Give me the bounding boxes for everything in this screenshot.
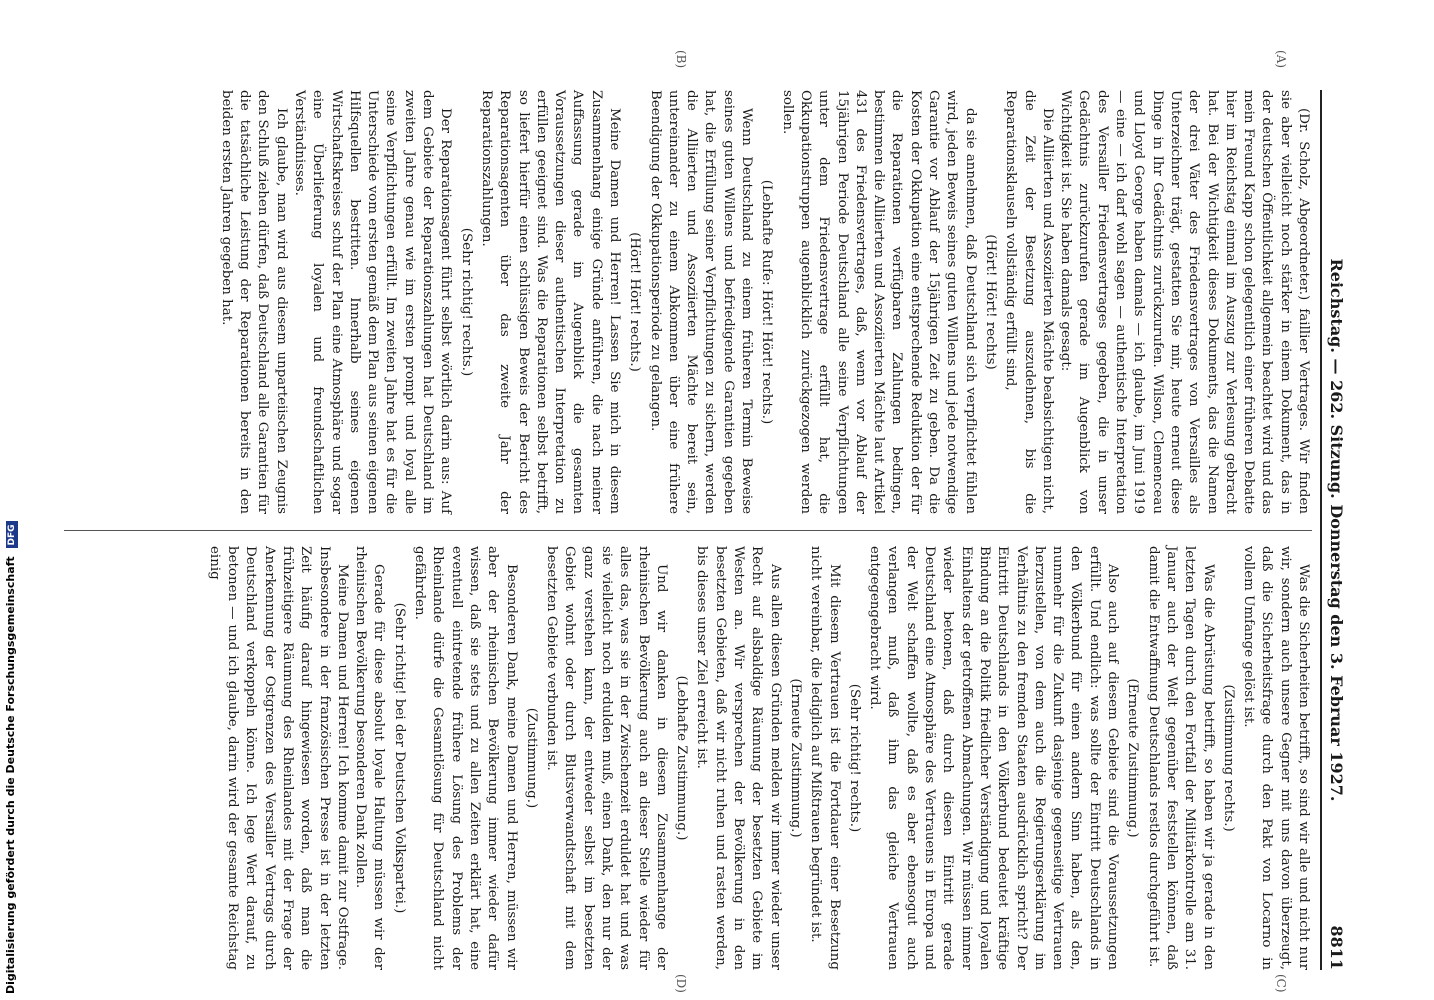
interjection: (Sehr richtig! rechts.) [846, 683, 862, 833]
page-number: 8811 [1327, 925, 1346, 970]
paragraph: Meine Damen und Herren! Ich komme damit zur Ostfrage. Insbesondere in der französischen Presse ist in der letzten Zeit häufig darauf hingewiesen worden, daß man die frühzeitigere Räumung des Rheinlandes mit der Frage der Anerkennung der Ostgrenzen des Versailler Vertrags durch Deutschland verkoppeln könne. Ich lege Wert darauf, zu betonen — und ich glaube, darin wird der gesamte Reichstag einig [206, 546, 350, 970]
paragraph: Also auch auf diesem Gebiete sind die Voraussetzungen erfüllt. Und endlich: was sollte der Eintritt Deutschlands in den Völkerbund für einen andern Sinn haben, als den, nunmehr für die Zukunft dasjenige gegenseitige Vertrauen herzustellen, von dem auch die Regierungserklärung im Verhältnis zu den fremden Staaten ausdrücklich spricht? Der Eintritt Deutschlands in den Völkerbund bedeutet kräftige Bindung an die Politik friedlicher Verständigung und loyalen Einhaltens der getroffenen Abmachungen. Wir müssen immer wieder betonen, daß durch diesen Eintritt gerade Deutschland eine Atmosphäre des Vertrauens in Europa und der Welt schaffen wollte, daß es aber ebensogut auch verlangen muß, daß ihm das gleiche Vertrauen entgegengebracht wird. [867, 546, 1121, 970]
paragraph: Und wir danken in diesem Zusammenhange der rheinischen Bevölkerung auch an dieser Stelle wieder für alles das, was sie in der Zwischenzeit erduldet hat und was sie vielleicht noch erdulden muß, einen Dank, den nur der ganz verstehen kann, der entweder selbst im besetzten Gebiet wohnt oder durch Blutsverwandtschaft mit dem besetzten Gebiete verbunden ist. [544, 546, 669, 970]
interjection: (Lebhafte Zustimmung.) [674, 675, 690, 841]
margin-mark-d: (D) [674, 974, 688, 993]
credit-text: Digitalisierung gefördert durch die Deutsche Forschungsgemeinschaft [4, 556, 17, 994]
interjection: (Sehr richtig! bei der Deutschen Volkspartei.) [391, 602, 407, 914]
interjection: (Erneute Zustimmung.) [1125, 678, 1141, 838]
left-column [64, 90, 1312, 514]
interjection: (Zustimmung rechts.) [1220, 684, 1236, 832]
paragraph: Besonderen Dank, meine Damen und Herren, müssen wir aber der rheinischen Bevölkerung immer wieder dafür wissen, daß sie stets und zu allen Zeiten erklärt hat, eine eventuell eintretende frühere Lösung des Problems der Rheinlande dürfe die Gesamtlösung für Deutschland nicht gefährden. [412, 546, 519, 970]
dfg-logo: DFG [6, 521, 18, 548]
margin-mark-b: (B) [674, 50, 688, 69]
paragraph: Was die Abrüstung betrifft, so haben wir ja gerade in den letzten Tagen durch den Fortfall der Militärkontrolle am 31. Januar auch der Welt gegenüber feststellen können, daß damit die Entwaffnung Deutschlands restlos durchgeführt ist. [1145, 546, 1216, 970]
paragraph: Der Reparationsagent führt selbst wörtlich darin aus: Auf dem Gebiete der Reparationszahlungen hat Deutschland im zweiten Jahre genau wie im ersten prompt und loyal alle seine Verpflichtungen erfüllt. Im zweiten Jahre hat es für die Unterschiede vom ersten gemäß dem Plan aus seinen eigenen Hilfsquellen bestritten. Innerhalb seines eigenen Wirtschaftskreises schuf der Plan eine Atmosphäre und sogar eine Überlieferung loyalen und freundschaftlichen Verständnisses. [291, 90, 454, 514]
digitization-credit [4, 521, 18, 994]
paragraph: Ich glaube, man wird aus diesem unparteiischen Zeugnis den Schluß ziehen dürfen, daß Deutschland alle Garantien für die tatsächliche Leistung der Reparationen bereits in den beiden ersten Jahren gegeben hat. [218, 90, 289, 514]
paragraph: Die Alliierten und Assoziierten Mächte beabsichtigen nicht, die Zeit der Besetzung auszudehnen, bis die Reparationsklauseln vollständig erfüllt sind, [1003, 90, 1055, 514]
interjection: (Lebhafte Rufe: Hört! Hört! rechts.) [759, 179, 775, 425]
column-divider [64, 530, 1312, 531]
interjection: (Erneute Zustimmung.) [787, 678, 803, 838]
rotated-page [58, 50, 1348, 993]
interjection: (Hört! Hört! rechts) [982, 234, 998, 370]
page-title: Reichstag. — 262. Sitzung. Donnerstag den 3. Februar 1927. [1327, 258, 1346, 802]
paragraph: Was die Sicherheiten betrifft, so sind wir alle und nicht nur wir, sondern auch unsere Gegner mit uns davon überzeugt, daß die Sicherheitsfrage durch den Pakt von Locarno in vollem Umfange gelöst ist. [1241, 546, 1311, 970]
interjection: (Hört! Hört! rechts.) [627, 232, 643, 372]
margin-mark-c: (C) [1274, 974, 1288, 993]
margin-mark-a: (A) [1274, 50, 1288, 69]
right-column [64, 546, 1312, 970]
page-header [1320, 90, 1348, 970]
paragraph: Gerade für diese absolut loyale Haltung müssen wir der rheinischen Bevölkerung besonderen Dank zollen. [353, 546, 387, 970]
interjection: (Sehr richtig! rechts.) [458, 227, 474, 377]
paragraph: da sie annehmen, daß Deutschland sich verpflichtet fühlen wird, jeden Beweis seines guten Willens und jede notwendige Garantie vor Ablauf der 15jährigen Zeit zu geben. Da die Kosten der Okkupation eine entsprechende Reduktion der für die Reparationen verfügbaren Zahlungen bedingen, bestimmen die Alliierten und Assoziierten Mächte laut Artikel 431 des Friedensvertrages, daß, wenn vor Ablauf der 15jährigen Periode Deutschland alle seine Verpflichtungen unter dem Friedensvertrage erfüllt hat, die Okkupationstruppen augenblicklich zurückgezogen werden sollen. [779, 90, 978, 514]
paragraph: Aus allen diesen Gründen melden wir immer wieder unser Recht auf alsbaldige Räumung der besetzten Gebiete im Westen an. Wir versprechen der Bevölkerung in den besetzten Gebieten, daß wir nicht ruhen und rasten werden, bis dieses unser Ziel erreicht ist. [694, 546, 783, 970]
paragraph: (Dr. Scholz, Abgeordneter.) faillier Vertrages. Wir finden sie aber vielleicht noch stärker in einem Dokument, das in der deutschen Öffentlichkeit allgemein beachtet wird und das mein Freund Kapp schon gelegentlich einer früheren Debatte hier im Reichstag einmal im Auszug zur Verlesung gebracht hat. Bei der Wichtigkeit dieses Dokuments, das die Namen der drei Väter des Friedensvertrages von Versailles als Unterzeichner trägt, gestatten Sie mir, heute erneut diese Dinge in Ihr Gedächtnis zurückzurufen. Wilson, Clemenceau und Lloyd George haben damals — ich glaube, im Juni 1919 — eine — ich darf wohl sagen — authentische Interpretation des Versailler Friedensvertrages gegeben, die in unser Gedächtnis zurückzurufen gerade im Augenblick von Wichtigkeit ist. Sie haben damals gesagt: [1058, 90, 1311, 514]
paragraph: Wenn Deutschland zu einem früheren Termin Beweise seines guten Willens und befriedigende Garantien gegeben hat, die Erfüllung seiner Verpflichtungen zu sichern, werden die Alliierten und Assoziierten Mächte bereit sein, untereinander zu einem Abkommen über eine frühere Beendigung der Okkupationsperiode zu gelangen. [647, 90, 755, 514]
paragraph: Mit diesem Vertrauen ist die Fortdauer einer Besetzung nicht vereinbar, die lediglich auf Mißtrauen begründet ist. [808, 546, 842, 970]
interjection: (Zustimmung.) [523, 707, 539, 809]
paragraph: Meine Damen und Herren! Lassen Sie mich in diesem Zusammenhang einige Gründe anführen, die nach meiner Auffassung gerade im Augenblick die gesamten Voraussetzungen dieser authentischen Interpretation zu erfüllen geeignet sind. Was die Reparationen selbst betrifft, so liefert hierfür einen schlüssigen Beweis der Bericht des Reparationsagenten über das zweite Jahr der Reparationszahlungen. [478, 90, 623, 514]
